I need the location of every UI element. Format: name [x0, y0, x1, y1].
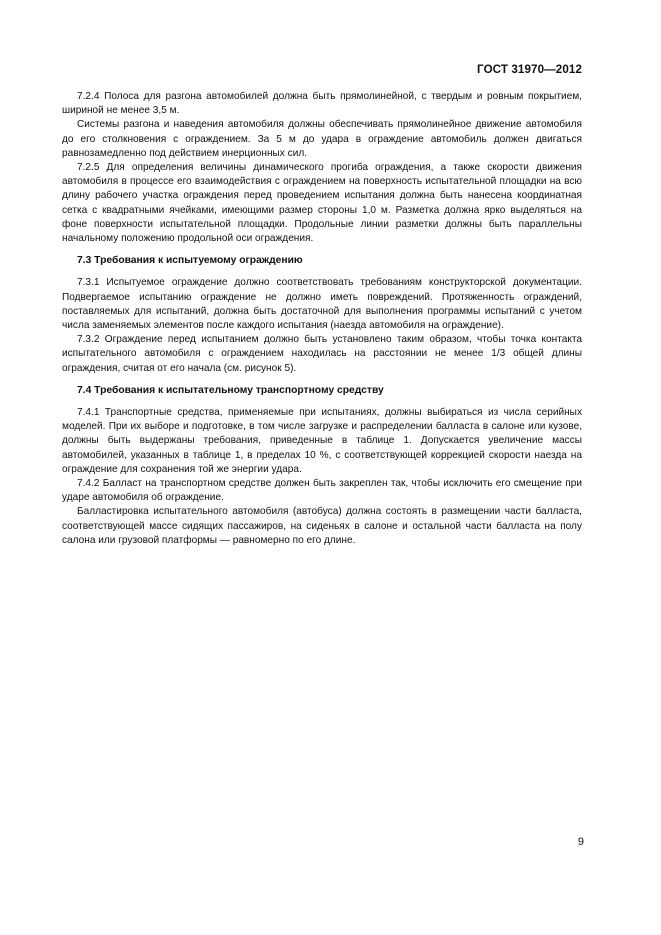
paragraph-7-2-4: 7.2.4 Полоса для разгона автомобилей должна быть прямолинейной, с твердым и ровным покрытием, шириной не менее 3,5 м. — [62, 91, 582, 117]
paragraph-7-3-2: 7.3.2 Ограждение перед испытанием должно быть установлено таким образом, чтобы точка контакта испытательного автомобиля с ограждением находилась на расстоянии не менее 1/3 общей длины ограждения, считая от его начала (см. рисунок 5). — [62, 334, 582, 374]
paragraph-acceleration-systems: Системы разгона и наведения автомобиля должны обеспечивать прямолинейное движение автомобиля до его столкновения с ограждением. За 5 м до удара в ограждение автомобиль должен двигаться равнозамедленно под действием инерционных сил. — [62, 119, 582, 159]
paragraph-7-2-5: 7.2.5 Для определения величины динамического прогиба ограждения, а также скорости движения автомобиля в процессе его взаимодействия с ограждением на поверхность испытательной площадки на всю длину рабочего участка ограждения перед проведением испытания должна быть нанесена координатная сетка с квадратными ячейками, имеющими размер стороны 1,0 м. Разметка должна ярко выделяться на фоне поверхности испытательной площадки. Продольные линии разметки должны быть параллельны начальному положению продольной оси ограждения. — [62, 162, 582, 245]
paragraph-ballasting: Балластировка испытательного автомобиля (автобуса) должна состоять в размещении части балласта, соответствующей массе сидящих пассажиров, на сиденьях в салоне и остальной части балласта на полу салона или грузовой платформы — равномерно по его длине. — [62, 506, 582, 546]
paragraph-7-4-1: 7.4.1 Транспортные средства, применяемые при испытаниях, должны выбираться из числа серийных моделей. При их выборе и подготовке, в том числе загрузке и распределении балласта в салоне или кузове, должны быть выдержаны требования, приведенные в таблице 1. Допускается увеличение массы автомобилей, указанных в таблице 1, в пределах 10 %, с соответствующей коррекцией скорости наезда на ограждение для сохранения той же энергии удара. — [62, 407, 582, 475]
document-header: ГОСТ 31970—2012 — [477, 63, 582, 76]
section-heading-7-4: 7.4 Требования к испытательному транспортному средству — [77, 384, 384, 396]
section-heading-7-3: 7.3 Требования к испытуемому ограждению — [77, 255, 303, 267]
page-number: 9 — [577, 836, 584, 848]
page-content — [62, 90, 582, 548]
paragraph-7-3-1: 7.3.1 Испытуемое ограждение должно соответствовать требованиям конструкторской документации. Подвергаемое испытанию ограждение не должно иметь повреждений. Протяженность ограждений, поставляемых для испытаний, должна быть достаточной для выполнения программы испытаний с учетом числа заменяемых элементов после каждого испытания (наезда автомобиля на ограждение). — [62, 277, 582, 332]
paragraph-7-4-2: 7.4.2 Балласт на транспортном средстве должен быть закреплен так, чтобы исключить его смещение при ударе автомобиля об ограждение. — [62, 478, 582, 504]
